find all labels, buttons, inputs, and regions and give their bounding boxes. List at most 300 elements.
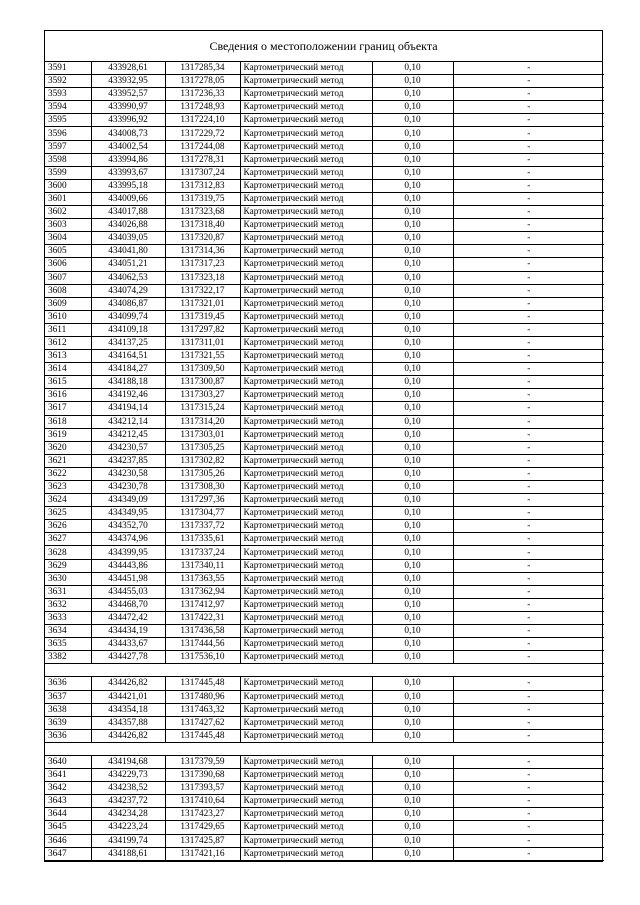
accuracy-cell: 0,10: [372, 611, 453, 624]
method-cell: Картометрический метод: [240, 206, 372, 219]
table-row: [45, 271, 604, 284]
description-cell: -: [453, 821, 604, 834]
accuracy-cell: 0,10: [372, 75, 453, 88]
point-number: 3632: [45, 598, 91, 611]
method-cell: Картометрический метод: [240, 127, 372, 140]
method-cell: Картометрический метод: [240, 821, 372, 834]
coord-y: 1317337,72: [165, 520, 240, 533]
method-cell: Картометрический метод: [240, 729, 372, 742]
coord-y: 1317421,16: [165, 847, 240, 860]
point-number: 3593: [45, 88, 91, 101]
coord-y: 1317305,26: [165, 467, 240, 480]
table-row: [45, 245, 604, 258]
point-number: 3630: [45, 572, 91, 585]
coord-y: 1317436,58: [165, 625, 240, 638]
accuracy-cell: 0,10: [372, 192, 453, 205]
accuracy-cell: 0,10: [372, 481, 453, 494]
method-cell: Картометрический метод: [240, 520, 372, 533]
coord-y: 1317410,64: [165, 795, 240, 808]
point-number: 3617: [45, 402, 91, 415]
description-cell: -: [453, 219, 604, 232]
description-cell: -: [453, 716, 604, 729]
method-cell: Картометрический метод: [240, 376, 372, 389]
point-number: 3614: [45, 363, 91, 376]
accuracy-cell: 0,10: [372, 834, 453, 847]
description-cell: -: [453, 572, 604, 585]
description-cell: -: [453, 533, 604, 546]
method-cell: Картометрический метод: [240, 219, 372, 232]
point-number: 3591: [45, 62, 91, 75]
method-cell: Картометрический метод: [240, 245, 372, 258]
coord-y: 1317314,20: [165, 415, 240, 428]
coord-y: 1317304,77: [165, 507, 240, 520]
method-cell: Картометрический метод: [240, 847, 372, 860]
point-number: 3647: [45, 847, 91, 860]
description-cell: -: [453, 323, 604, 336]
accuracy-cell: 0,10: [372, 454, 453, 467]
coord-y: 1317236,33: [165, 88, 240, 101]
description-cell: -: [453, 297, 604, 310]
coord-x: 434426,82: [91, 677, 165, 690]
coord-y: 1317308,30: [165, 481, 240, 494]
coord-x: 434230,78: [91, 481, 165, 494]
coord-y: 1317335,61: [165, 533, 240, 546]
coord-y: 1317363,55: [165, 572, 240, 585]
method-cell: Картометрический метод: [240, 310, 372, 323]
method-cell: Картометрический метод: [240, 598, 372, 611]
description-cell: -: [453, 847, 604, 860]
description-cell: -: [453, 481, 604, 494]
description-cell: -: [453, 310, 604, 323]
section-separator: [45, 664, 604, 677]
method-cell: Картометрический метод: [240, 546, 372, 559]
point-number: 3643: [45, 795, 91, 808]
description-cell: -: [453, 520, 604, 533]
accuracy-cell: 0,10: [372, 179, 453, 192]
point-number: 3633: [45, 611, 91, 624]
accuracy-cell: 0,10: [372, 651, 453, 664]
description-cell: -: [453, 402, 604, 415]
accuracy-cell: 0,10: [372, 533, 453, 546]
method-cell: Картометрический метод: [240, 323, 372, 336]
accuracy-cell: 0,10: [372, 755, 453, 768]
point-number: 3597: [45, 140, 91, 153]
description-cell: -: [453, 363, 604, 376]
description-cell: -: [453, 232, 604, 245]
coord-y: 1317309,50: [165, 363, 240, 376]
method-cell: Картометрический метод: [240, 494, 372, 507]
coord-x: 434426,82: [91, 729, 165, 742]
point-number: 3596: [45, 127, 91, 140]
point-number: 3592: [45, 75, 91, 88]
accuracy-cell: 0,10: [372, 153, 453, 166]
coord-x: 434099,74: [91, 310, 165, 323]
method-cell: Картометрический метод: [240, 363, 372, 376]
method-cell: Картометрический метод: [240, 350, 372, 363]
accuracy-cell: 0,10: [372, 219, 453, 232]
coord-x: 434223,24: [91, 821, 165, 834]
description-cell: -: [453, 192, 604, 205]
coord-x: 434399,95: [91, 546, 165, 559]
point-number: 3627: [45, 533, 91, 546]
accuracy-cell: 0,10: [372, 114, 453, 127]
description-cell: -: [453, 389, 604, 402]
table-row: [45, 651, 604, 664]
method-cell: Картометрический метод: [240, 402, 372, 415]
table-row: [45, 153, 604, 166]
point-number: 3599: [45, 166, 91, 179]
method-cell: Картометрический метод: [240, 782, 372, 795]
coord-x: 434354,18: [91, 703, 165, 716]
coord-y: 1317315,24: [165, 402, 240, 415]
method-cell: Картометрический метод: [240, 179, 372, 192]
method-cell: Картометрический метод: [240, 533, 372, 546]
coord-y: 1317444,56: [165, 638, 240, 651]
coord-x: 434002,54: [91, 140, 165, 153]
description-cell: -: [453, 153, 604, 166]
method-cell: Картометрический метод: [240, 716, 372, 729]
method-cell: Картометрический метод: [240, 834, 372, 847]
point-number: 3621: [45, 454, 91, 467]
coord-y: 1317423,27: [165, 808, 240, 821]
page-title: Сведения о местоположении границ объекта: [45, 31, 602, 62]
coord-y: 1317445,48: [165, 729, 240, 742]
table-row: [45, 179, 604, 192]
accuracy-cell: 0,10: [372, 520, 453, 533]
coord-x: 433990,97: [91, 101, 165, 114]
coord-y: 1317412,97: [165, 598, 240, 611]
coord-y: 1317229,72: [165, 127, 240, 140]
coord-y: 1317317,23: [165, 258, 240, 271]
description-cell: -: [453, 598, 604, 611]
accuracy-cell: 0,10: [372, 389, 453, 402]
accuracy-cell: 0,10: [372, 336, 453, 349]
accuracy-cell: 0,10: [372, 62, 453, 75]
method-cell: Картометрический метод: [240, 454, 372, 467]
point-number: 3594: [45, 101, 91, 114]
table-row: [45, 454, 604, 467]
table-row: [45, 350, 604, 363]
coord-x: 434017,88: [91, 206, 165, 219]
coord-x: 434199,74: [91, 834, 165, 847]
coord-y: 1317319,75: [165, 192, 240, 205]
accuracy-cell: 0,10: [372, 572, 453, 585]
accuracy-cell: 0,10: [372, 206, 453, 219]
method-cell: Картометрический метод: [240, 284, 372, 297]
method-cell: Картометрический метод: [240, 441, 372, 454]
point-number: 3636: [45, 729, 91, 742]
point-number: 3611: [45, 323, 91, 336]
accuracy-cell: 0,10: [372, 598, 453, 611]
method-cell: Картометрический метод: [240, 232, 372, 245]
point-number: 3618: [45, 415, 91, 428]
point-number: 3616: [45, 389, 91, 402]
table-row: [45, 140, 604, 153]
method-cell: Картометрический метод: [240, 192, 372, 205]
coord-y: 1317429,65: [165, 821, 240, 834]
coord-x: 434026,88: [91, 219, 165, 232]
coord-x: 434194,68: [91, 755, 165, 768]
method-cell: Картометрический метод: [240, 336, 372, 349]
description-cell: -: [453, 258, 604, 271]
point-number: 3642: [45, 782, 91, 795]
coord-x: 434357,88: [91, 716, 165, 729]
description-cell: -: [453, 350, 604, 363]
coord-x: 434238,52: [91, 782, 165, 795]
method-cell: Картометрический метод: [240, 703, 372, 716]
coord-y: 1317323,18: [165, 271, 240, 284]
coord-y: 1317320,87: [165, 232, 240, 245]
method-cell: Картометрический метод: [240, 114, 372, 127]
coord-y: 1317463,32: [165, 703, 240, 716]
accuracy-cell: 0,10: [372, 716, 453, 729]
description-cell: -: [453, 127, 604, 140]
coord-x: 434009,66: [91, 192, 165, 205]
coord-y: 1317390,68: [165, 769, 240, 782]
accuracy-cell: 0,10: [372, 559, 453, 572]
accuracy-cell: 0,10: [372, 127, 453, 140]
point-number: 3644: [45, 808, 91, 821]
coord-x: 434041,80: [91, 245, 165, 258]
point-number: 3641: [45, 769, 91, 782]
accuracy-cell: 0,10: [372, 494, 453, 507]
method-cell: Картометрический метод: [240, 428, 372, 441]
table-row: [45, 101, 604, 114]
accuracy-cell: 0,10: [372, 363, 453, 376]
coord-x: 433928,61: [91, 62, 165, 75]
point-number: 3624: [45, 494, 91, 507]
point-number: 3603: [45, 219, 91, 232]
point-number: 3635: [45, 638, 91, 651]
method-cell: Картометрический метод: [240, 415, 372, 428]
table-row: [45, 363, 604, 376]
accuracy-cell: 0,10: [372, 847, 453, 860]
table-row: [45, 494, 604, 507]
coord-x: 434008,73: [91, 127, 165, 140]
coord-y: 1317340,11: [165, 559, 240, 572]
coord-x: 434468,70: [91, 598, 165, 611]
table-row: [45, 376, 604, 389]
coord-x: 433996,92: [91, 114, 165, 127]
table-row: [45, 297, 604, 310]
method-cell: Картометрический метод: [240, 625, 372, 638]
description-cell: -: [453, 769, 604, 782]
table-row: [45, 755, 604, 768]
accuracy-cell: 0,10: [372, 245, 453, 258]
coord-x: 434237,85: [91, 454, 165, 467]
coord-x: 433994,86: [91, 153, 165, 166]
table-row: [45, 533, 604, 546]
description-cell: -: [453, 690, 604, 703]
accuracy-cell: 0,10: [372, 638, 453, 651]
point-number: 3605: [45, 245, 91, 258]
coord-x: 433993,67: [91, 166, 165, 179]
table-row: [45, 389, 604, 402]
description-cell: -: [453, 166, 604, 179]
coord-x: 434184,27: [91, 363, 165, 376]
coord-y: 1317318,40: [165, 219, 240, 232]
coord-y: 1317224,10: [165, 114, 240, 127]
coord-x: 434192,46: [91, 389, 165, 402]
coord-y: 1317321,55: [165, 350, 240, 363]
coord-x: 434230,57: [91, 441, 165, 454]
point-number: 3601: [45, 192, 91, 205]
table-row: [45, 166, 604, 179]
accuracy-cell: 0,10: [372, 808, 453, 821]
coord-y: 1317285,34: [165, 62, 240, 75]
coord-x: 434421,01: [91, 690, 165, 703]
coord-y: 1317300,87: [165, 376, 240, 389]
accuracy-cell: 0,10: [372, 507, 453, 520]
point-number: 3631: [45, 585, 91, 598]
accuracy-cell: 0,10: [372, 284, 453, 297]
coord-y: 1317393,57: [165, 782, 240, 795]
coord-y: 1317307,24: [165, 166, 240, 179]
method-cell: Картометрический метод: [240, 467, 372, 480]
coord-y: 1317312,83: [165, 179, 240, 192]
coord-x: 434455,03: [91, 585, 165, 598]
table-row: [45, 114, 604, 127]
table-row: [45, 258, 604, 271]
accuracy-cell: 0,10: [372, 310, 453, 323]
table-row: [45, 847, 604, 860]
table-row: [45, 611, 604, 624]
accuracy-cell: 0,10: [372, 271, 453, 284]
accuracy-cell: 0,10: [372, 546, 453, 559]
table-row: [45, 572, 604, 585]
description-cell: -: [453, 415, 604, 428]
accuracy-cell: 0,10: [372, 350, 453, 363]
accuracy-cell: 0,10: [372, 232, 453, 245]
table-row: [45, 585, 604, 598]
coord-y: 1317302,82: [165, 454, 240, 467]
method-cell: Картометрический метод: [240, 62, 372, 75]
coord-y: 1317425,87: [165, 834, 240, 847]
coord-x: 434051,21: [91, 258, 165, 271]
description-cell: -: [453, 755, 604, 768]
table-row: [45, 481, 604, 494]
description-cell: -: [453, 467, 604, 480]
coord-y: 1317248,93: [165, 101, 240, 114]
point-number: 3619: [45, 428, 91, 441]
table-row: [45, 546, 604, 559]
method-cell: Картометрический метод: [240, 651, 372, 664]
method-cell: Картометрический метод: [240, 481, 372, 494]
description-cell: -: [453, 336, 604, 349]
description-cell: -: [453, 140, 604, 153]
method-cell: Картометрический метод: [240, 808, 372, 821]
description-cell: -: [453, 559, 604, 572]
description-cell: -: [453, 376, 604, 389]
coord-y: 1317319,45: [165, 310, 240, 323]
coord-y: 1317337,24: [165, 546, 240, 559]
coord-x: 433932,95: [91, 75, 165, 88]
description-cell: -: [453, 611, 604, 624]
coord-y: 1317305,25: [165, 441, 240, 454]
table-row: [45, 677, 604, 690]
point-number: 3639: [45, 716, 91, 729]
accuracy-cell: 0,10: [372, 441, 453, 454]
separator-cell: [45, 664, 604, 677]
description-cell: -: [453, 703, 604, 716]
point-number: 3636: [45, 677, 91, 690]
method-cell: Картометрический метод: [240, 297, 372, 310]
coord-x: 433995,18: [91, 179, 165, 192]
coord-x: 434451,98: [91, 572, 165, 585]
method-cell: Картометрический метод: [240, 166, 372, 179]
accuracy-cell: 0,10: [372, 625, 453, 638]
method-cell: Картометрический метод: [240, 769, 372, 782]
table-row: [45, 284, 604, 297]
accuracy-cell: 0,10: [372, 795, 453, 808]
method-cell: Картометрический метод: [240, 101, 372, 114]
accuracy-cell: 0,10: [372, 376, 453, 389]
table-row: [45, 402, 604, 415]
coord-x: 434234,28: [91, 808, 165, 821]
description-cell: -: [453, 808, 604, 821]
description-cell: -: [453, 179, 604, 192]
coord-x: 434194,14: [91, 402, 165, 415]
point-number: 3608: [45, 284, 91, 297]
point-number: 3645: [45, 821, 91, 834]
description-cell: -: [453, 795, 604, 808]
description-cell: -: [453, 284, 604, 297]
coord-x: 434427,78: [91, 651, 165, 664]
table-row: [45, 782, 604, 795]
point-number: 3600: [45, 179, 91, 192]
description-cell: -: [453, 428, 604, 441]
table-row: [45, 323, 604, 336]
accuracy-cell: 0,10: [372, 677, 453, 690]
coordinates-table-body: [45, 62, 604, 860]
method-cell: Картометрический метод: [240, 153, 372, 166]
table-row: [45, 428, 604, 441]
description-cell: -: [453, 507, 604, 520]
table-row: [45, 834, 604, 847]
method-cell: Картометрический метод: [240, 258, 372, 271]
coord-x: 434188,61: [91, 847, 165, 860]
table-row: [45, 127, 604, 140]
table-row: [45, 219, 604, 232]
coord-y: 1317278,05: [165, 75, 240, 88]
description-cell: -: [453, 454, 604, 467]
coord-x: 434374,96: [91, 533, 165, 546]
method-cell: Картометрический метод: [240, 585, 372, 598]
description-cell: -: [453, 834, 604, 847]
table-row: [45, 415, 604, 428]
table-row: [45, 821, 604, 834]
description-cell: -: [453, 114, 604, 127]
description-cell: -: [453, 638, 604, 651]
description-cell: -: [453, 585, 604, 598]
point-number: 3602: [45, 206, 91, 219]
table-row: [45, 192, 604, 205]
description-cell: -: [453, 677, 604, 690]
table-row: [45, 507, 604, 520]
description-cell: -: [453, 546, 604, 559]
coord-x: 434230,58: [91, 467, 165, 480]
separator-cell: [45, 742, 604, 755]
description-cell: -: [453, 206, 604, 219]
coord-y: 1317362,94: [165, 585, 240, 598]
coord-x: 434434,19: [91, 625, 165, 638]
coord-x: 434349,95: [91, 507, 165, 520]
point-number: 3637: [45, 690, 91, 703]
coord-x: 434074,29: [91, 284, 165, 297]
coord-y: 1317323,68: [165, 206, 240, 219]
method-cell: Картометрический метод: [240, 755, 372, 768]
point-number: 3622: [45, 467, 91, 480]
